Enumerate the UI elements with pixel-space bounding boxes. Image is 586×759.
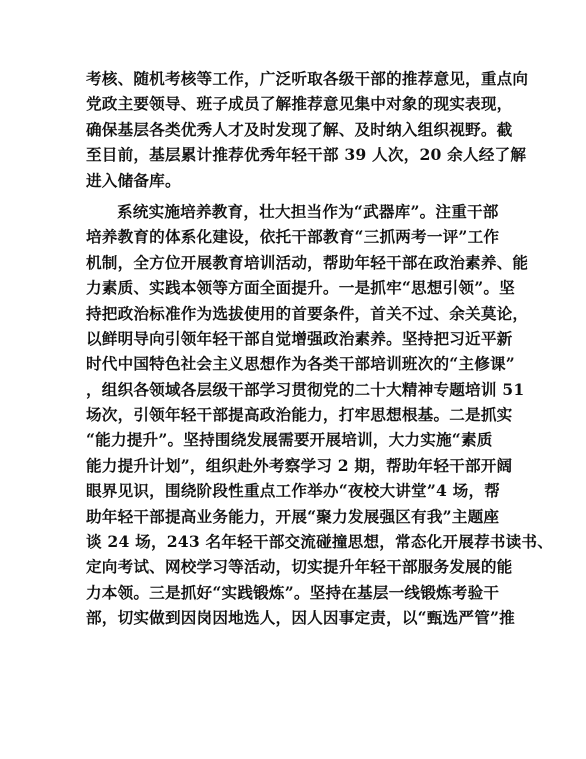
text-line: 助年轻干部提高业务能力，开展“聚力发展强区有我”主题座 <box>86 506 500 526</box>
document-body <box>86 66 553 631</box>
text-line: 机制，全方位开展教育培训活动，帮助年轻干部在政治素养、能 <box>86 252 529 272</box>
paragraph-1 <box>86 66 529 193</box>
text-line: 力本领。三是抓好“实践锻炼”。坚持在基层一线锻炼考验干 <box>86 582 500 602</box>
text-line: 力素质、实践本领等方面全面提升。一是抓牢“思想引领”。坚 <box>86 278 515 298</box>
text-line: 眼界见识，围绕阶段性重点工作举办“夜校大讲堂”4 场，帮 <box>86 481 501 501</box>
text-line: 场次，引领年轻干部提高政治能力，打牢思想根基。二是抓实 <box>86 405 513 425</box>
text-line: 能力提升计划”，组织赴外考察学习 2 期，帮助年轻干部开阔 <box>86 455 513 475</box>
text-line: 以鲜明导向引领年轻干部自觉增强政治素养。坚持把习近平新 <box>86 328 513 348</box>
text-line: 考核、随机考核等工作，广泛听取各级干部的推荐意见，重点向 <box>86 69 529 88</box>
text-line: 至目前，基层累计推荐优秀年轻干部 39 人次，20 余人经了解 <box>86 145 527 165</box>
text-line: 确保基层各类优秀人才及时发现了解、及时纳入组织视野。截 <box>86 119 513 139</box>
text-line: 时代中国特色社会主义思想作为各类干部培训班次的“主修课” <box>86 354 515 374</box>
text-line: 系统实施培养教育，壮大担当作为“武器库”。注重干部 <box>117 201 499 221</box>
text-line: 党政主要领导、班子成员了解推荐意见集中对象的现实表现， <box>86 94 513 114</box>
text-line: ，组织各领域各层级干部学习贯彻党的二十大精神专题培训 51 <box>86 379 525 399</box>
text-line: 谈 24 场，243 名年轻干部交流碰撞思想，常态化开展荐书读书、 <box>86 532 553 552</box>
text-line: 定向考试、网校学习等活动，切实提升年轻干部服务发展的能 <box>86 557 513 577</box>
text-line: 进入储备库。 <box>86 170 181 190</box>
text-line: 部，切实做到因岗因地选人，因人因事定责，以“甄选严管”推 <box>86 608 515 628</box>
paragraph-2 <box>86 199 553 631</box>
text-line: 持把政治标准作为选拔使用的首要条件，首关不过、余关莫论， <box>86 303 529 323</box>
text-line: 培养教育的体系化建设，依托干部教育“三抓两考一评”工作 <box>86 227 500 247</box>
text-line: “能力提升”。坚持围绕发展需要开展培训，大力实施“素质 <box>86 430 493 450</box>
